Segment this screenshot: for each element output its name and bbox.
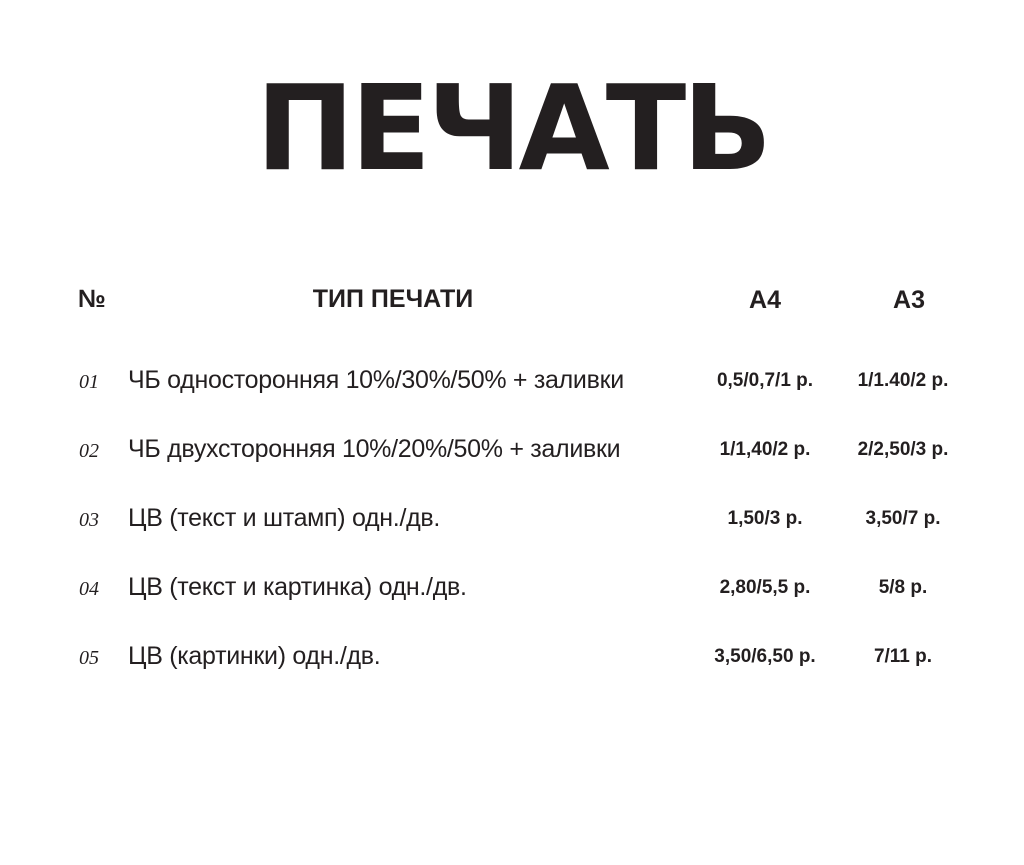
column-header-number: № xyxy=(78,285,106,313)
page-title: ПЕЧАТЬ xyxy=(255,59,769,197)
row-number: 01 xyxy=(79,371,99,393)
row-price-a3: 7/11 р. xyxy=(873,646,933,667)
row-number: 04 xyxy=(79,578,99,600)
row-print-type: ЧБ односторонняя 10%/30%/50% + заливки xyxy=(128,366,624,394)
row-number: 05 xyxy=(79,647,99,669)
table-row xyxy=(0,638,1024,678)
row-price-a4: 1/1,40/2 р. xyxy=(719,439,811,460)
row-print-type: ЦВ (текст и картинка) одн./дв. xyxy=(128,573,467,601)
table-row xyxy=(0,431,1024,471)
row-price-a3: 5/8 р. xyxy=(878,577,928,598)
row-price-a3: 3,50/7 р. xyxy=(865,508,941,529)
row-print-type: ЦВ (картинки) одн./дв. xyxy=(128,642,381,670)
table-row xyxy=(0,362,1024,402)
row-print-type: ЦВ (текст и штамп) одн./дв. xyxy=(128,504,441,532)
row-print-type: ЧБ двухсторонняя 10%/20%/50% + заливки xyxy=(128,435,621,463)
row-price-a4: 0,5/0,7/1 р. xyxy=(716,370,814,391)
column-header-print-type: ТИП ПЕЧАТИ xyxy=(312,285,474,313)
row-price-a3: 1/1.40/2 р. xyxy=(857,370,949,391)
table-row xyxy=(0,569,1024,609)
row-price-a4: 1,50/3 р. xyxy=(727,508,803,529)
column-header-a3: А3 xyxy=(893,286,925,314)
row-price-a4: 2,80/5,5 р. xyxy=(719,577,811,598)
row-price-a3: 2/2,50/3 р. xyxy=(857,439,949,460)
column-header-a4: А4 xyxy=(749,286,781,314)
row-number: 03 xyxy=(79,509,99,531)
row-number: 02 xyxy=(79,440,99,462)
row-price-a4: 3,50/6,50 р. xyxy=(714,646,816,667)
table-row xyxy=(0,500,1024,540)
